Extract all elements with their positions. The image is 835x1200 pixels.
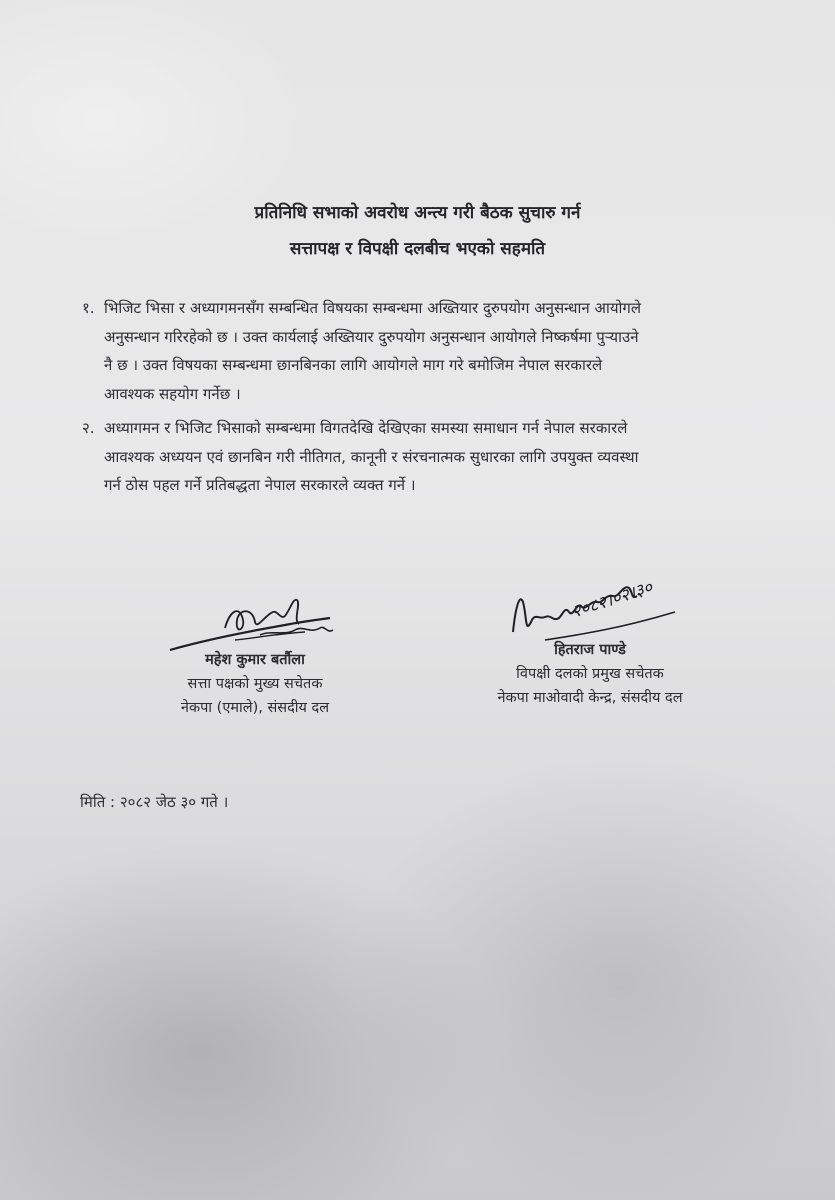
point-text-line: अध्यागमन र भिजिट भिसाको सम्बन्धमा विगतदेखि देखिएका समस्या समाधान गर्न नेपाल सरकारले (104, 419, 628, 437)
signatory-left (130, 648, 380, 720)
signatory-right (440, 638, 740, 710)
signatory-role: सत्ता पक्षको मुख्य सचेतक (187, 676, 323, 692)
signatory-name: महेश कुमार बर्तौला (205, 652, 305, 668)
point-text-line: भिजिट भिसा र अध्यागमनसँग सम्बन्धित विषयका सम्बन्धमा अख्तियार दुरुपयोग अनुसन्धान आयोगले (104, 299, 642, 317)
heading-line-2: सत्तापक्ष र विपक्षी दलबीच भएको सहमति (289, 239, 546, 259)
point-text-line: आवश्यक अध्ययन एवं छानबिन गरी नीतिगत, कानूनी र संरचनात्मक सुधारका लागि उपयुक्त व्यवस्था (104, 447, 639, 466)
heading-line-1: प्रतिनिधि सभाको अवरोध अन्त्य गरी बैठक सुचारु गर्न (254, 203, 581, 223)
point-text-line: आवश्यक सहयोग गर्नेछ । (104, 384, 241, 403)
point-1 (82, 294, 792, 408)
handwritten-date: २०८२।०२।३० (569, 577, 656, 623)
point-2 (82, 414, 792, 500)
point-text-line: अनुसन्धान गरिरहेको छ । उक्त कार्यलाई अख्तियार दुरुपयोग अनुसन्धान आयोगले निष्कर्षमा पुऱ्याउने (104, 327, 639, 346)
signatory-party: नेकपा माओवादी केन्द्र, संसदीय दल (497, 690, 683, 706)
point-number: २. (82, 419, 95, 437)
point-number: १. (82, 299, 95, 317)
signatory-role: विपक्षी दलको प्रमुख सचेतक (516, 666, 664, 682)
signatory-party: नेकपा (एमाले), संसदीय दल (180, 700, 330, 716)
point-text-line: गर्न ठोस पहल गर्ने प्रतिबद्धता नेपाल सरकारले व्यक्त गर्ने । (104, 476, 416, 494)
date-line: मिति : २०८२ जेठ ३० गते । (80, 793, 229, 811)
signatory-name: हितराज पाण्डे (554, 642, 626, 658)
point-text-line: नै छ । उक्त विषयका सम्बन्धमा छानबिनका लागि आयोगले माग गरे बमोजिम नेपाल सरकारले (104, 356, 603, 374)
